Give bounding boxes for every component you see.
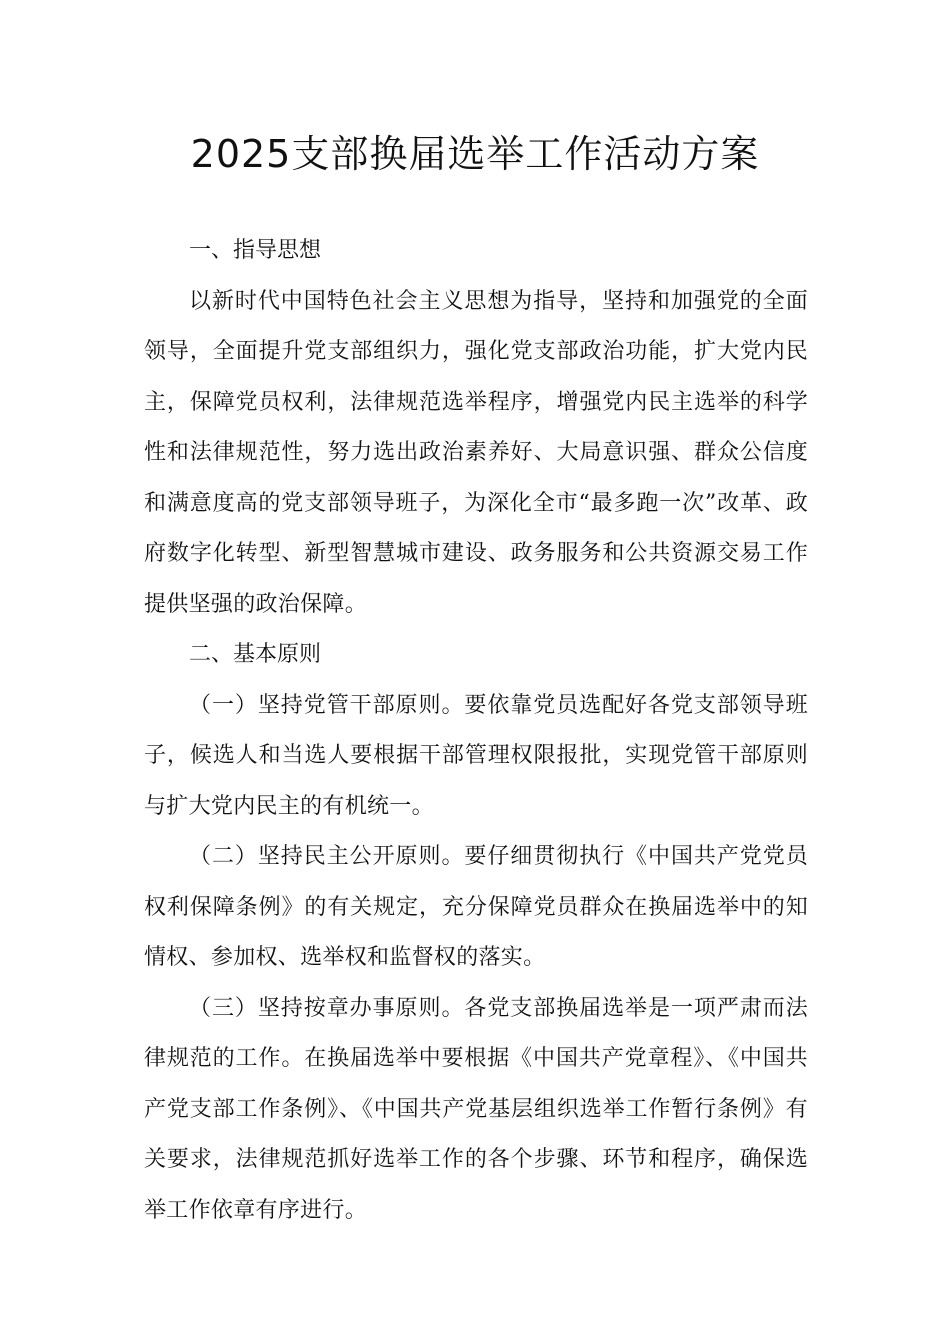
paragraph-guiding-ideology: 以新时代中国特色社会主义思想为指导，坚持和加强党的全面领导，全面提升党支部组织力，强化党支部政治功能，扩大党内民主，保障党员权利，法律规范选举程序，增强党内民主选举的科学性和法律规范性，努力选出政治素养好、大局意识强、群众公信度和满意度高的党支部领导班子，为深化全市“最多跑一次”改革、政府数字化转型、新型智慧城市建设、政务服务和公共资源交易工作提供坚强的政治保障。 [144,288,808,617]
section-heading-basic-principles: 二、基本原则 [189,642,322,667]
paragraph-principle-3: （三）坚持按章办事原则。各党支部换届选举是一项严肃而法律规范的工作。在换届选举中要根据《中国共产党章程》、《中国共产党支部工作条例》、《中国共产党基层组织选举工作暂行条例》有关要求，法律规范抓好选举工作的各个步骤、环节和程序，确保选举工作依章有序进行。 [144,995,808,1223]
paragraph-principle-1: （一）坚持党管干部原则。要依靠党员选配好各党支部领导班子，候选人和当选人要根据干部管理权限报批，实现党管干部原则与扩大党内民主的有机统一。 [144,692,808,819]
document-body [144,226,808,1236]
section-heading-guiding-ideology: 一、指导思想 [189,238,322,263]
document-title: 2025支部换届选举工作活动方案 [190,132,760,176]
paragraph-principle-2: （二）坚持民主公开原则。要仔细贯彻执行《中国共产党党员权利保障条例》的有关规定，充分保障党员群众在换届选举中的知情权、参加权、选举权和监督权的落实。 [144,844,808,970]
